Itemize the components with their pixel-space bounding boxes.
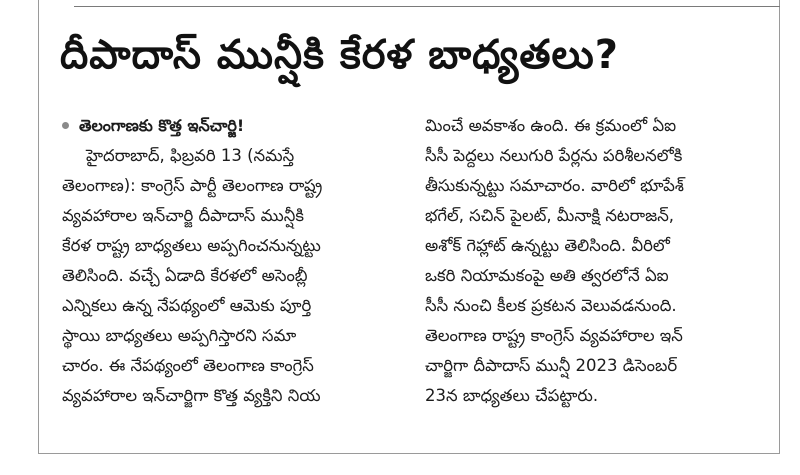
body-line: 23న బాధ్యతలు చేపట్టారు.	[425, 386, 599, 405]
article-column-left	[62, 111, 402, 411]
body-line: సీసీ నుంచి కీలక ప్రకటన వెలువడనుంది.	[425, 296, 677, 315]
body-line: తెలంగాణ రాష్ట్ర కాంగ్రెస్ వ్యవహారాల ఇన్	[425, 326, 683, 345]
bullet-icon	[62, 122, 69, 129]
body-line: ఒకరి నియామకంపై అతి త్వరలోనే ఏఐ	[425, 266, 669, 285]
body-line: సీసీ పెద్దలు నలుగురి పేర్లను పరిశీలనలోకి	[425, 146, 683, 165]
body-line: తెలిసింది. వచ్చే ఏడాది కేరళలో అసెంబ్లీ	[62, 266, 308, 285]
body-line: అశోక్ గెహ్లాట్ ఉన్నట్టు తెలిసింది. వీరిలో	[425, 236, 670, 255]
body-line: చారం. ఈ నేపథ్యంలో తెలంగాణ కాంగ్రెస్	[62, 356, 314, 375]
body-line: హైదరాబాద్, ఫిబ్రవరి 13 (నమస్తే	[86, 146, 295, 165]
body-line: కేరళ రాష్ట్ర బాధ్యతలు అప్పగించనున్నట్టు	[62, 236, 321, 255]
body-line: చార్జిగా దీపాదాస్ మున్షీ 2023 డిసెంబర్	[425, 356, 678, 375]
top-divider	[74, 6, 780, 7]
subhead	[62, 111, 402, 141]
headline: దీపాదాస్ మున్షీకి కేరళ బాధ్యతలు?	[60, 32, 619, 78]
body-line: భగేల్, సచిన్ పైలట్, మీనాక్షి నటరాజన్,	[425, 206, 675, 225]
body-line: తీసుకున్నట్టు సమాచారం. వారిలో భూపేశ్	[425, 176, 684, 195]
body-line: స్థాయి బాధ్యతలు అప్పగిస్తారని సమా	[62, 326, 297, 345]
body-line: వ్యవహారాల ఇన్‌చార్జి దీపాదాస్ మున్షీకి	[62, 206, 304, 225]
subhead-text: తెలంగాణకు కొత్త ఇన్‌చార్జి!	[79, 116, 245, 135]
body-line: మించే అవకాశం ఉంది. ఈ క్రమంలో ఏఐ	[425, 116, 677, 135]
article-column-right	[425, 111, 770, 411]
body-line: తెలంగాణ): కాంగ్రెస్ పార్టీ తెలంగాణ రాష్ట్ర	[62, 176, 323, 195]
body-line: ఎన్నికలు ఉన్న నేపథ్యంలో ఆమెకు పూర్తి	[62, 296, 312, 315]
body-line: వ్యవహారాల ఇన్‌చార్జిగా కొత్త వ్యక్తిని నియ	[62, 386, 321, 405]
